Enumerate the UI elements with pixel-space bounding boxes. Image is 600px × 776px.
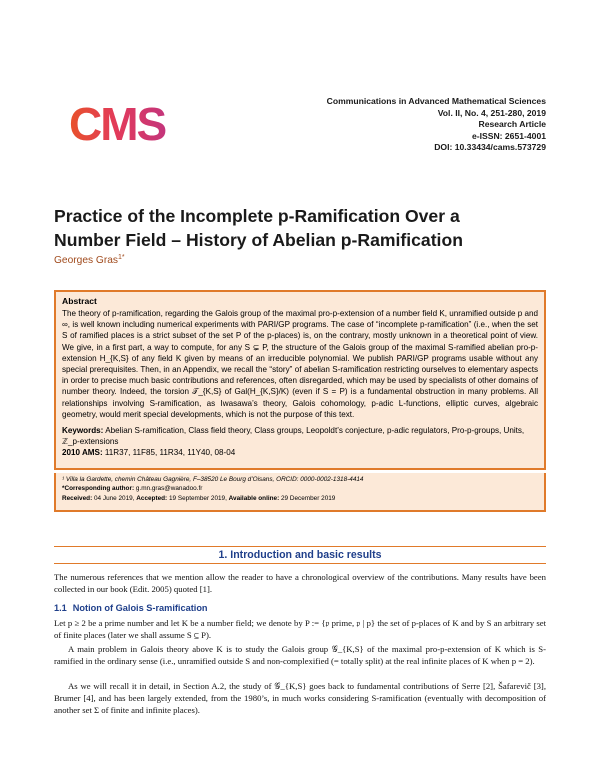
affiliation-box bbox=[54, 473, 546, 512]
article-type: Research Article bbox=[478, 119, 546, 130]
keywords-label: Keywords: bbox=[62, 426, 104, 436]
title-line-2: Number Field – History of Abelian p-Ramification bbox=[54, 230, 463, 250]
accepted-label: Accepted: bbox=[136, 494, 168, 502]
abstract-heading: Abstract bbox=[62, 296, 97, 306]
affiliation-line: ¹ Villa la Gardette, chemin Château Gagnière, F–38520 Le Bourg d’Oisans, ORCID: 0000-0002-1318-4414 bbox=[62, 476, 364, 483]
journal-name: Communications in Advanced Mathematical Sciences bbox=[326, 96, 546, 106]
ams-label: 2010 AMS: bbox=[62, 448, 103, 458]
corresponding-author bbox=[62, 484, 538, 493]
section-title: 1. Introduction and basic results bbox=[54, 546, 546, 564]
cms-logo bbox=[69, 98, 179, 148]
author-name[interactable]: Georges Gras bbox=[54, 255, 118, 266]
corresponding-email[interactable]: g.mn.gras@wanadoo.fr bbox=[135, 485, 203, 493]
online-label: Available online: bbox=[228, 494, 280, 502]
corresponding-label: *Corresponding author: bbox=[62, 485, 135, 493]
ams-classification bbox=[62, 447, 538, 458]
journal-meta bbox=[226, 96, 546, 154]
logo-text: CMS bbox=[69, 98, 166, 148]
paragraph-main-problem: A main problem in Galois theory above K is to study the Galois group 𝒢_{K,S} of the maximal pro-p-extension of K which is S-ramified in the ordinary sense (i.e., unramified outside S and non-complexified (= totally split) at the real infinite places of K when p = 2). bbox=[54, 644, 546, 666]
paragraph-history: As we will recall it in detail, in Section A.2, the study of 𝒢_{K,S} goes back to fundamental contributions of Serre [2], Šafarevič [3], Brumer [4], and has been largely extended, from the 1980’s, in much works considering S-ramification (eventually with decomposition of another set Σ of finite and infinite places). bbox=[54, 681, 546, 715]
subsection-text: Notion of Galois S-ramification bbox=[72, 603, 208, 613]
keywords-text: Abelian S-ramification, Class field theory, Class groups, Leopoldt’s conjecture, p-adic regulators, Pro-p-groups, Units, ℤ_p-extensions bbox=[62, 426, 525, 447]
author bbox=[54, 254, 125, 266]
paper-title bbox=[54, 204, 554, 252]
accepted-date: 19 September 2019, bbox=[168, 494, 227, 502]
received-label: Received: bbox=[62, 494, 93, 502]
paragraph-definitions: Let p ≥ 2 be a prime number and let K be a number field; we denote by P := {𝔭 prime, 𝔭 | p} the set of p-places of K and by S an arbitrary set of finite places (later we shall assume S ⊆ P). bbox=[54, 618, 546, 640]
journal-doi[interactable]: DOI: 10.33434/cams.573729 bbox=[434, 142, 546, 153]
abstract-text: The theory of p-ramification, regarding the Galois group of the maximal pro-p-extension of a number field K, unramified outside p and ∞, is well known including numerical experiments with PARI/GP programs. The case of “incomplete p-ramification” (i.e., when the set S of ramified places is a strict subset of the set P of the p-places) is, on the contrary, mostly unknown in a theoretical point of view. We give, in a first part, a way to compute, for any S ⊊ P, the structure of the Galois group of the maximal S-ramified abelian pro-p-extension H_{K,S} of any field K given by means of an irreducible polynomial. We publish PARI/GP programs usable without any special prerequisites. Then, in an Appendix, we recall the “story” of abelian S-ramification restricting ourselves to elementary aspects in order to precise much basic contributions and references, often disregarded, which may be used by specialists of other domains of number theory. Indeed, the torsion 𝒯_{K,S} of Gal(H_{K,S}/K) (even if S = P) is a fundamental obstruction in many problems. All relationships involving S-ramification, as Iwasawa’s theory, Galois cohomology, p-adic L-functions, elliptic curves, algebraic geometry, would merit special developments, which is not the purpose of this text. bbox=[62, 309, 538, 419]
received-date: 04 June 2019, bbox=[93, 494, 135, 502]
title-line-1: Practice of the Incomplete p-Ramification Over a bbox=[54, 206, 460, 226]
abstract-box bbox=[54, 290, 546, 470]
keywords bbox=[62, 425, 538, 447]
intro-paragraph: The numerous references that we mention allow the reader to have a chronological overview of the contributions. Many results have been collected in our book (Edit. 2005) quoted [1]. bbox=[54, 572, 546, 594]
ams-codes: 11R37, 11F85, 11R34, 11Y40, 08-04 bbox=[104, 448, 236, 458]
author-mark: 1* bbox=[117, 254, 125, 261]
journal-volume: Vol. II, No. 4, 251-280, 2019 bbox=[437, 107, 546, 118]
online-date: 29 December 2019 bbox=[281, 494, 336, 502]
subsection-title bbox=[54, 603, 208, 613]
journal-eissn: e-ISSN: 2651-4001 bbox=[471, 130, 546, 141]
subsection-number: 1.1 bbox=[54, 603, 67, 613]
dates-line bbox=[62, 494, 538, 503]
